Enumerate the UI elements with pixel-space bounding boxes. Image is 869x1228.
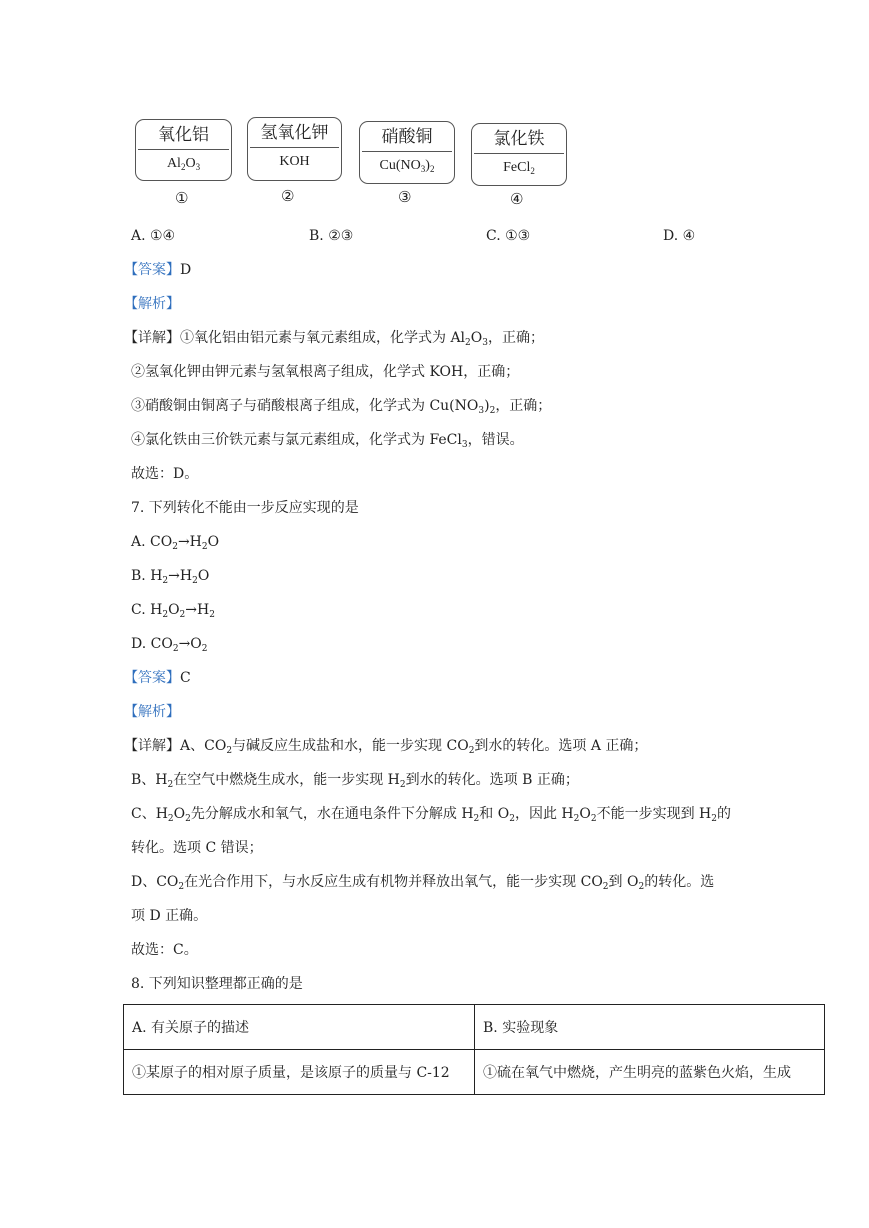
detail-tag: 【详解】	[124, 330, 180, 346]
conclusion-q6: 故选：D。	[131, 466, 199, 482]
formula-card-4	[471, 123, 567, 186]
answer-line-q7	[124, 668, 191, 688]
option-c: C. ①③	[486, 228, 531, 244]
card-number-1: ①	[175, 189, 189, 207]
card-name: 氯化铁	[493, 129, 545, 149]
q7-option-b: B. $H_2\to H_2O$	[131, 568, 210, 586]
detail-line-q7-3: C、$H_2O_2$先分解成水和氧气，水在通电条件下分解成 $H_2$和 $O_2$，因此 $H_2O_2$不能一步实现到 $H_2$的	[131, 806, 731, 824]
formula-card-3	[359, 121, 455, 184]
card-name: 硝酸铜	[381, 127, 433, 147]
analysis-tag-q7: 【解析】	[124, 704, 180, 720]
q7-option-d: D. $CO_2\to O_2$	[131, 636, 208, 654]
answer-line-q6	[124, 260, 191, 280]
question-7: 7. 下列转化不能由一步反应实现的是	[131, 500, 359, 516]
table-header-a: A. 有关原子的描述	[124, 1005, 475, 1050]
detail-line-q7-5: D、$CO_2$在光合作用下，与水反应生成有机物并释放出氧气，能一步实现 $CO_2$到 $O_2$的转化。选	[131, 874, 715, 892]
detail-tag: 【详解】	[124, 738, 180, 754]
card-formula: $Al_2O_3$	[166, 156, 201, 172]
question-8: 8. 下列知识整理都正确的是	[131, 976, 303, 992]
q7-option-c: C. $H_2O_2\to H_2$	[131, 602, 215, 620]
card-formula: FeCl$_2$	[503, 160, 535, 176]
table-header-b: B. 实验现象	[475, 1005, 825, 1050]
formula-card-2	[247, 117, 342, 181]
q7-option-a: A. $CO_2\to H_2O$	[131, 534, 220, 552]
table-cell-a1: ①某原子的相对原子质量，是该原子的质量与 C-12	[124, 1050, 475, 1095]
detail-line-q6-1	[124, 328, 544, 348]
card-formula: KOH	[279, 154, 310, 169]
detail-line-q7-2: B、$H_2$在空气中燃烧生成水，能一步实现 $H_2$到水的转化。选项 B 正确；	[131, 772, 579, 790]
option-d: D. ④	[663, 228, 696, 244]
card-number-2: ②	[281, 187, 295, 205]
card-name: 氧化铝	[158, 125, 209, 145]
detail-text: ①氧化铝由铝元素与氧元素组成，化学式为 $Al_2O_3$，正确；	[180, 330, 544, 348]
knowledge-table	[123, 1004, 825, 1095]
detail-text: A、$CO_2$与碱反应生成盐和水，能一步实现 $CO_2$到水的转化。选项 A 正确；	[180, 738, 648, 756]
detail-line-q6-2: ②氢氧化钾由钾元素与氢氧根离子组成，化学式 KOH，正确；	[131, 364, 520, 380]
analysis-tag-q6: 【解析】	[124, 296, 180, 312]
table-row	[124, 1050, 825, 1095]
card-number-3: ③	[398, 188, 412, 206]
detail-line-q7-6: 项 D 正确。	[131, 908, 208, 924]
option-b: B. ②③	[309, 228, 354, 244]
table-row	[124, 1005, 825, 1050]
card-name: 氢氧化钾	[260, 123, 329, 143]
card-number-4: ④	[510, 190, 524, 208]
detail-line-q6-3: ③硝酸铜由铜离子与硝酸根离子组成，化学式为 $Cu(NO_3)_2$，正确；	[131, 398, 552, 416]
table-cell-b1: ①硫在氧气中燃烧，产生明亮的蓝紫色火焰，生成	[475, 1050, 825, 1095]
answer-tag: 【答案】	[124, 262, 180, 278]
option-a: A. ①④	[131, 228, 176, 244]
conclusion-q7: 故选：C。	[131, 942, 198, 958]
answer-value: C	[180, 670, 191, 686]
answer-value: D	[180, 262, 192, 278]
detail-line-q7-1	[124, 736, 647, 756]
detail-line-q6-4: ④氯化铁由三价铁元素与氯元素组成，化学式为 FeCl$_3$，错误。	[131, 432, 524, 450]
detail-line-q7-4: 转化。选项 C 错误；	[131, 840, 263, 856]
answer-tag: 【答案】	[124, 670, 180, 686]
formula-card-1	[135, 119, 232, 181]
card-formula: $Cu(NO_3)_2$	[379, 158, 435, 174]
